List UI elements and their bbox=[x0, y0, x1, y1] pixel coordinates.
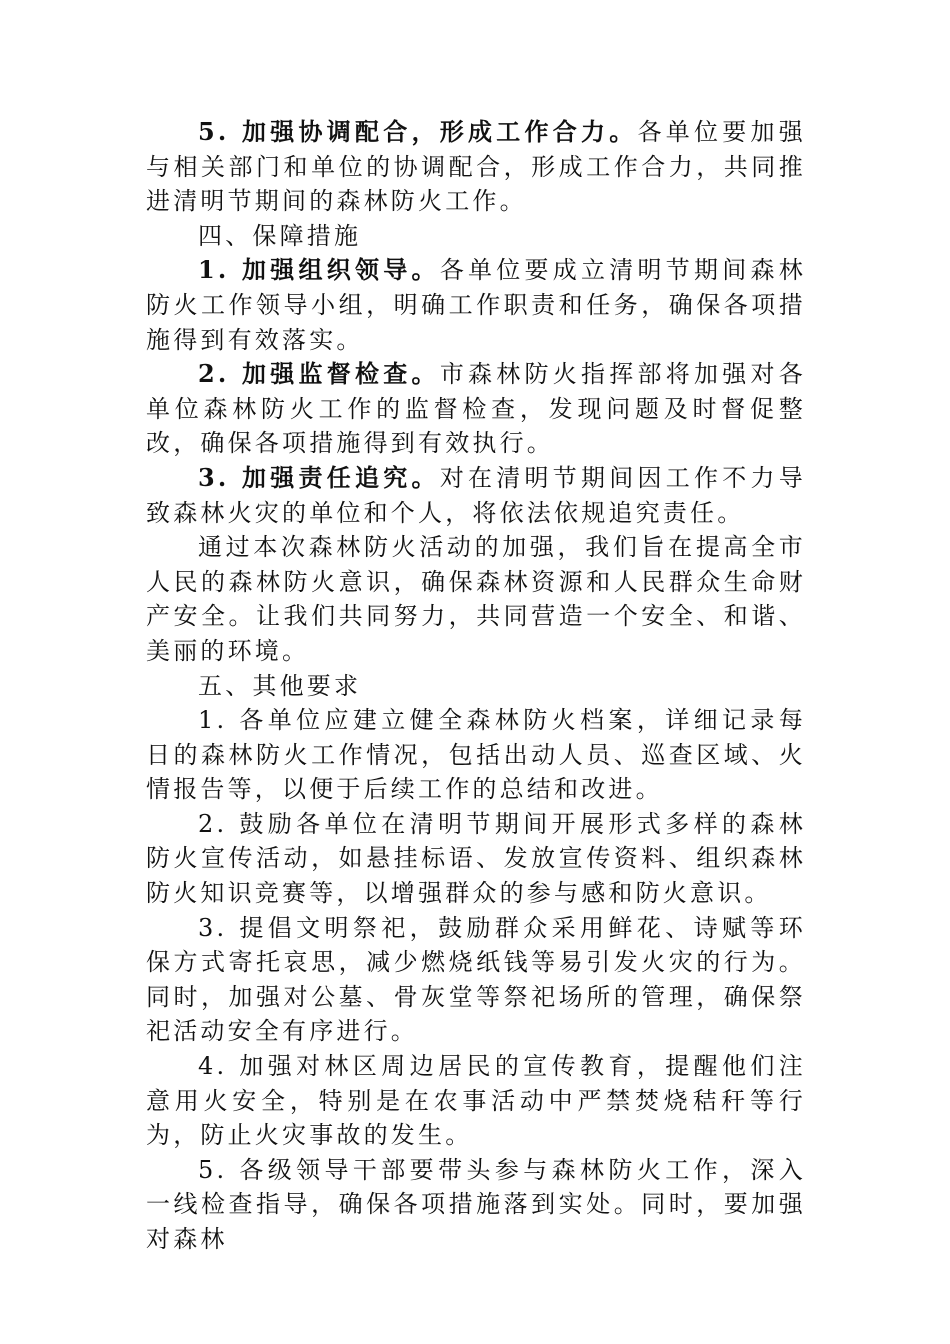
paragraph-item-5: 5. 各级领导干部要带头参与森林防火工作，深入一线检查指导，确保各项措施落到实处。同时，要加强对森林 bbox=[146, 1155, 806, 1253]
paragraph-body: 各单位要加强与相关部门和单位的协调配合，形成工作合力，共同推进清明节期间的森林防火工作。 bbox=[146, 118, 807, 216]
section-heading-safeguards: 四、保障措施 bbox=[198, 221, 362, 250]
document-page bbox=[146, 115, 806, 1257]
paragraph-title: 5. 加强协调配合，形成工作合力。 bbox=[198, 117, 638, 146]
paragraph-summary: 通过本次森林防火活动的加强，我们旨在提高全市人民的森林防火意识，确保森林资源和人民群众生命财产安全。让我们共同努力，共同营造一个安全、和谐、美丽的环境。 bbox=[146, 533, 806, 665]
paragraph-body: 市森林防火指挥部将加强对各单位森林防火工作的监督检查，发现问题及时督促整改，确保各项措施得到有效执行。 bbox=[146, 360, 806, 458]
paragraph-leadership bbox=[146, 253, 806, 357]
paragraph-supervision bbox=[146, 357, 806, 461]
paragraph-title: 1. 加强组织领导。 bbox=[198, 255, 440, 285]
paragraph-title: 2. 加强监督检查。 bbox=[198, 359, 440, 389]
paragraph-item-3: 3. 提倡文明祭祀，鼓励群众采用鲜花、诗赋等环保方式寄托哀思，减少燃烧纸钱等易引发火灾的行为。同时，加强对公墓、骨灰堂等祭祀场所的管理，确保祭祀活动安全有序进行。 bbox=[146, 913, 806, 1046]
paragraph-item-1: 1. 各单位应建立健全森林防火档案，详细记录每日的森林防火工作情况，包括出动人员、巡查区域、火情报告等，以便于后续工作的总结和改进。 bbox=[146, 706, 806, 804]
paragraph-title: 3. 加强责任追究。 bbox=[198, 462, 440, 492]
paragraph-accountability bbox=[146, 461, 806, 530]
paragraph-body: 对在清明节期间因工作不力导致森林火灾的单位和个人，将依法依规追究责任。 bbox=[146, 463, 806, 527]
paragraph-item-2: 2. 鼓励各单位在清明节期间开展形式多样的森林防火宣传活动，如悬挂标语、发放宣传资料、组织森林防火知识竞赛等，以增强群众的参与感和防火意识。 bbox=[146, 809, 806, 908]
section-heading-other-requirements: 五、其他要求 bbox=[198, 671, 362, 700]
paragraph-coordination bbox=[146, 115, 806, 219]
paragraph-body: 各单位要成立清明节期间森林防火工作领导小组，明确工作职责和任务，确保各项措施得到有效落实。 bbox=[146, 256, 806, 354]
paragraph-item-4: 4. 加强对林区周边居民的宣传教育，提醒他们注意用火安全，特别是在农事活动中严禁焚烧秸秆等行为，防止火灾事故的发生。 bbox=[146, 1052, 806, 1150]
